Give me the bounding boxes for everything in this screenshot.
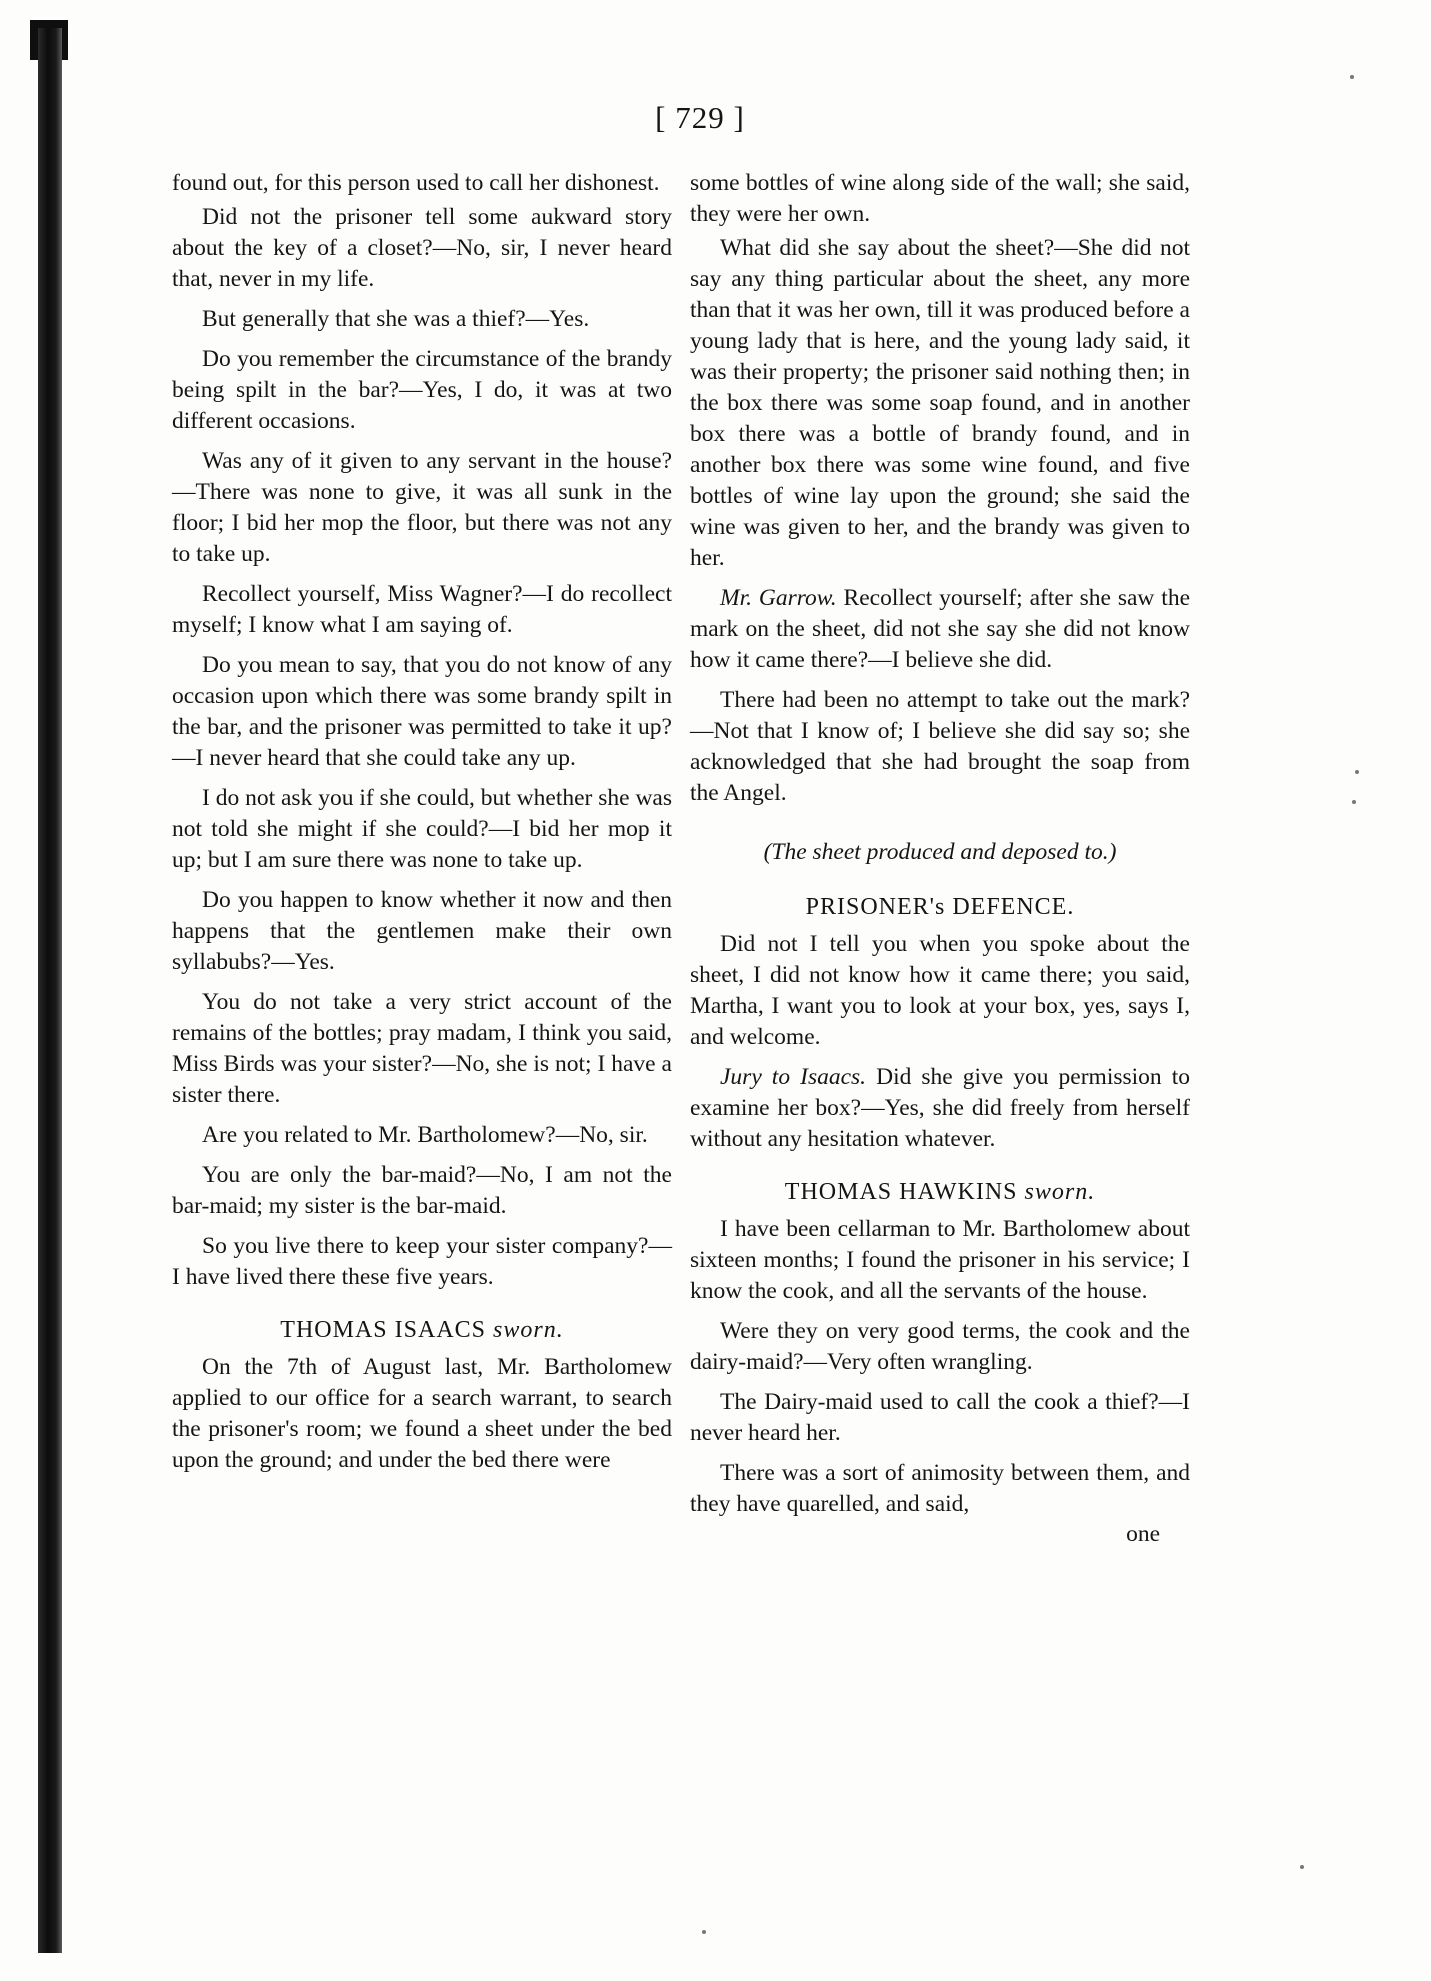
paragraph: Did not I tell you when you spoke about the sheet, I did not know how it came there; you said, Martha, I want you to look at your box, yes, says I, and welcome. xyxy=(690,931,1190,1050)
paragraph: There had been no attempt to take out the mark?—Not that I know of; I believe she did say so; she acknowledged that she had brought the soap from the Angel. xyxy=(690,687,1190,806)
speaker-label: Jury to Isaacs. xyxy=(720,1064,867,1090)
paragraph: There was a sort of animosity between them, and they have quarelled, and said, xyxy=(690,1460,1190,1517)
paragraph: Do you remember the circumstance of the brandy being spilt in the bar?—Yes, I do, it was at two different occasions. xyxy=(172,346,672,434)
paragraph: The Dairy-maid used to call the cook a thief?—I never heard her. xyxy=(690,1389,1190,1446)
paragraph: You are only the bar-maid?—No, I am not the bar-maid; my sister is the bar-maid. xyxy=(172,1162,672,1219)
paper-speck xyxy=(1300,1865,1304,1869)
sworn-label: sworn. xyxy=(1024,1179,1096,1205)
right-column xyxy=(690,168,1190,1550)
paragraph: But generally that she was a thief?—Yes. xyxy=(202,306,590,332)
paragraph-garrow xyxy=(690,583,1190,676)
paragraph: I have been cellarman to Mr. Bartholomew about sixteen months; I found the prisoner in his service; I know the cook, and all the servants of the house. xyxy=(690,1216,1190,1304)
left-column xyxy=(172,168,672,1485)
paragraph: You do not take a very strict account of the remains of the bottles; pray madam, I think you said, Miss Birds was your sister?—No, she is not; I have a sister there. xyxy=(172,989,672,1108)
paper-speck xyxy=(702,1930,706,1934)
paragraph: What did she say about the sheet?—She did not say any thing particular about the sheet, any more than that it was her own, till it was produced before a young lady that is here, and the young lady said, it was their property; the prisoner said nothing then; in the box there was some soap found, and in another box there was a bottle of brandy found, and in another box there was some wine found, and five bottles of wine lay upon the ground; she said the wine was given to her, and the brandy was given to her. xyxy=(690,235,1190,571)
paragraph: some bottles of wine along side of the wall; she said, they were her own. xyxy=(690,170,1190,227)
witness-heading-hawkins xyxy=(690,1177,1190,1208)
paragraph: Was any of it given to any servant in the house?—There was none to give, it was all sunk in the floor; I bid her mop the floor, but there was not any to take up. xyxy=(172,448,672,567)
paragraph-jury xyxy=(690,1062,1190,1155)
paragraph: Did not the prisoner tell some aukward story about the key of a closet?—No, sir, I never heard that, never in my life. xyxy=(172,204,672,292)
paragraph: I do not ask you if she could, but whether she was not told she might if she could?—I bid her mop it up; but I am sure there was none to take up. xyxy=(172,785,672,873)
paragraph: On the 7th of August last, Mr. Bartholomew applied to our office for a search warrant, to search the prisoner's room; we found a sheet under the bed upon the ground; and under the bed there were xyxy=(172,1354,672,1473)
paragraph: Do you mean to say, that you do not know of any occasion upon which there was some brandy spilt in the bar, and the prisoner was permitted to take it up?—I never heard that she could take any up. xyxy=(172,652,672,771)
defence-heading: PRISONER's DEFENCE. xyxy=(805,894,1075,920)
paragraph: found out, for this person used to call her dishonest. xyxy=(172,170,660,196)
paragraph-text: Recollect yourself; after she saw the mark on the sheet, did not she say she did not know how it came there?—I believe she did. xyxy=(690,585,1190,673)
witness-name: THOMAS ISAACS xyxy=(280,1317,486,1343)
page-number: [ 729 ] xyxy=(655,100,745,135)
paragraph: Are you related to Mr. Bartholomew?—No, sir. xyxy=(202,1122,648,1148)
catchword: one xyxy=(1126,1521,1160,1547)
speaker-label: Mr. Garrow. xyxy=(720,585,837,611)
paragraph-text: Did she give you permission to examine her box?—Yes, she did freely from herself without any hesitation whatever. xyxy=(690,1064,1190,1152)
sworn-label: sworn. xyxy=(493,1317,564,1343)
paper-speck xyxy=(1352,800,1356,804)
stage-direction: (The sheet produced and deposed to.) xyxy=(763,839,1117,865)
paragraph: Recollect yourself, Miss Wagner?—I do recollect myself; I know what I am saying of. xyxy=(172,581,672,638)
witness-heading-isaacs xyxy=(172,1315,672,1346)
witness-name: THOMAS HAWKINS xyxy=(784,1179,1018,1205)
paragraph: So you live there to keep your sister company?—I have lived there these five years. xyxy=(172,1233,672,1290)
paper-speck xyxy=(1350,75,1354,79)
paragraph: Do you happen to know whether it now and then happens that the gentlemen make their own syllabubs?—Yes. xyxy=(172,887,672,975)
book-binding-edge xyxy=(38,28,62,1953)
paragraph: Were they on very good terms, the cook and the dairy-maid?—Very often wrangling. xyxy=(690,1318,1190,1375)
paper-speck xyxy=(1355,770,1359,774)
